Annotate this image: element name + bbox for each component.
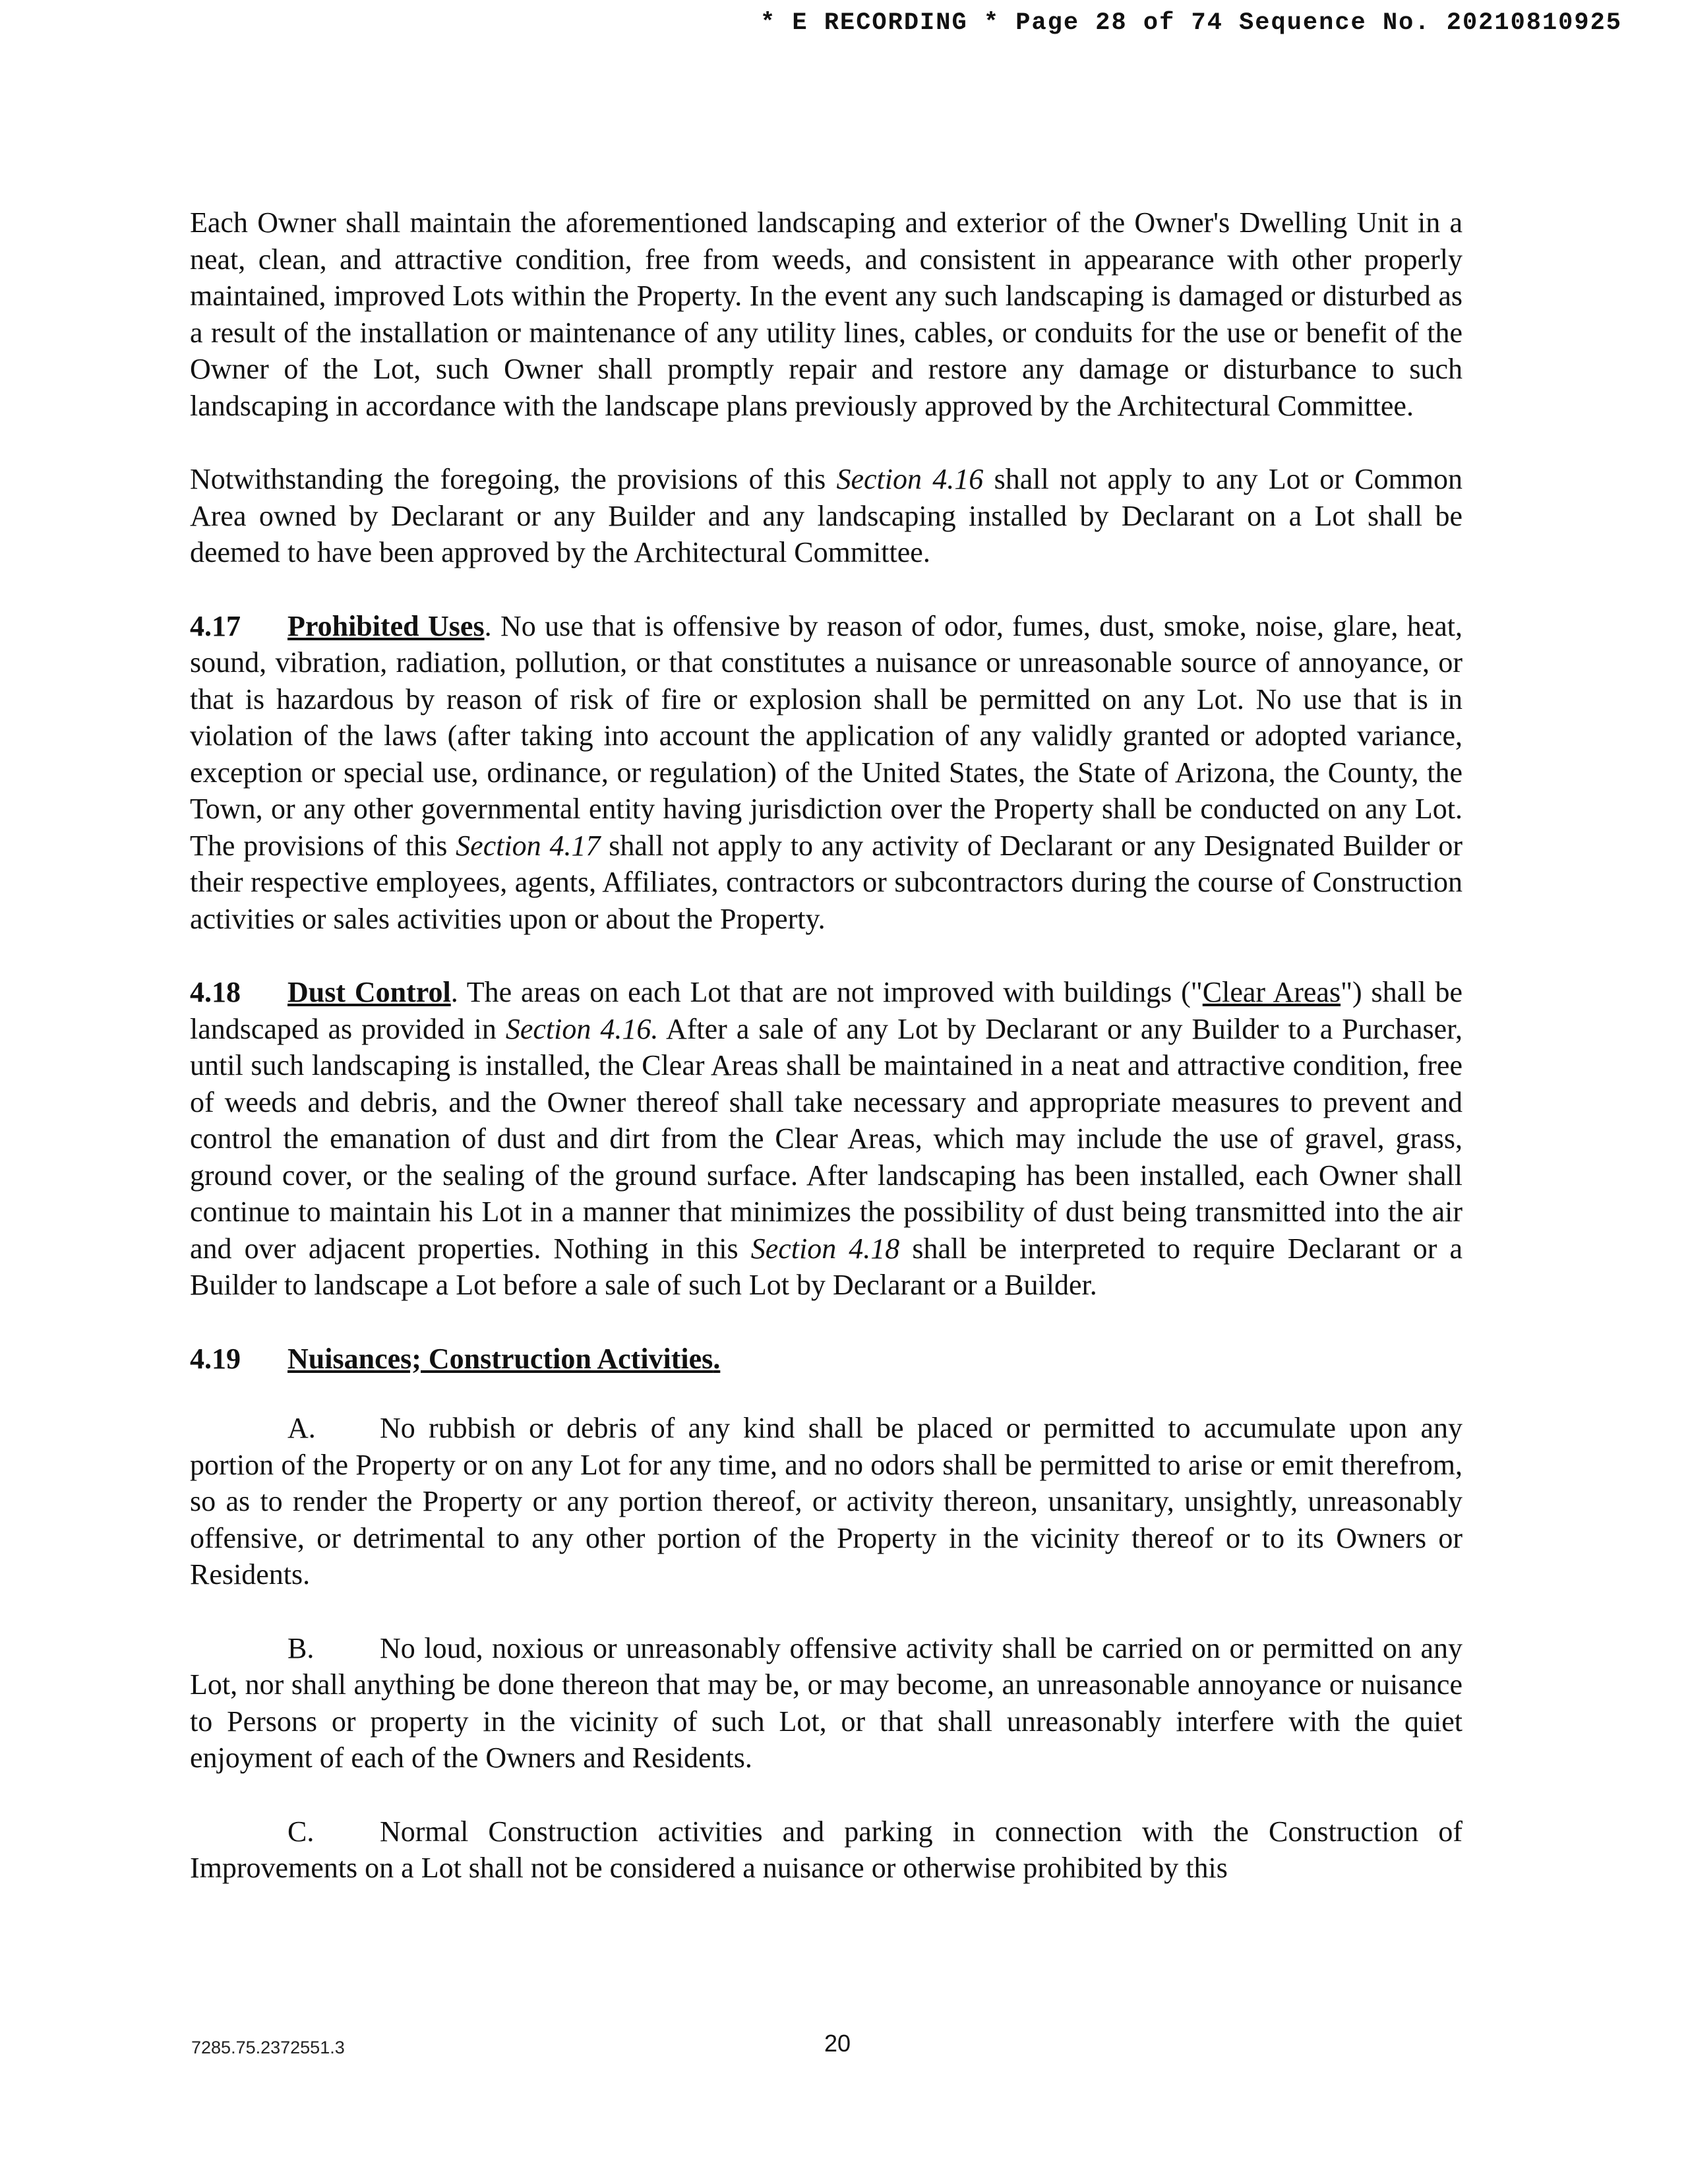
page-number: 20: [824, 2030, 851, 2057]
section-text: shall be interpreted to require Declarant or a Builder to landscape a Lot before a sale of such Lot by Declarant or a Builder.: [190, 1232, 1462, 1301]
section-text: . The areas on each Lot that are not improved with buildings (": [450, 976, 1203, 1008]
section-4-19-heading: [190, 1341, 1462, 1378]
section-4-17: [190, 608, 1462, 938]
landscaping-maintenance-paragraph: Each Owner shall maintain the aforementioned landscaping and exterior of the Owner's Dwelling Unit in a neat, clean, and attractive condition, free from weeds, and consistent in appearance with other properly maintained, improved Lots within the Property. In the event any such landscaping is damaged or disturbed as a result of the installation or maintenance of any utility lines, cables, or conduits for the use or benefit of the Owner of the Lot, such Owner shall promptly repair and restore any damage or disturbance to such landscaping in accordance with the landscape plans previously approved by the Architectural Committee.: [190, 206, 1462, 422]
section-reference: Section 4.16: [836, 463, 984, 495]
notwithstanding-text-end: shall not apply to any Lot or Common Area owned by Declarant or any Builder and any landscaping installed by Declarant on a Lot shall be deemed to have been approved by the Architectural Committee.: [190, 463, 1462, 568]
notwithstanding-paragraph: [190, 461, 1462, 571]
subsection-text: Normal Construction activities and parking in connection with the Construction of Improvements on a Lot shall not be considered a nuisance or otherwise prohibited by this: [190, 1815, 1462, 1884]
subsection-c: [190, 1813, 1462, 1887]
document-id: 7285.75.2372551.3: [191, 2038, 345, 2057]
defined-term: Clear Areas: [1202, 976, 1341, 1008]
section-title: Dust Control: [287, 976, 451, 1008]
subsection-a: [190, 1410, 1462, 1593]
subsection-letter: A.: [287, 1412, 316, 1444]
section-title: Nuisances; Construction Activities.: [287, 1342, 721, 1375]
section-text: . No use that is offensive by reason of odor, fumes, dust, smoke, noise, glare, heat, sound, vibration, radiation, pollution, or that constitutes a nuisance or unreasonable source of annoyance, or that is hazardous by reason of risk of fire or explosion shall be permitted on any Lot. No use that is in violation of the laws (after taking into account the application of any validly granted or adopted variance, exception or special use, ordinance, or regulation) of the United States, the State of Arizona, the County, the Town, or any other governmental entity having jurisdiction over the Property shall be conducted on any Lot. The provisions of this: [190, 609, 1462, 862]
section-reference: Section 4.17: [456, 829, 601, 862]
section-reference: Section 4.18: [750, 1232, 900, 1265]
section-number: 4.19: [190, 1342, 241, 1375]
section-number: 4.17: [190, 609, 241, 642]
section-text: After a sale of any Lot by Declarant or any Builder to a Purchaser, until such landscaping is installed, the Clear Areas shall be maintained in a neat and attractive condition, free of weeds and debris, and the Owner thereof shall take necessary and appropriate measures to prevent and control the emanation of dust and dirt from the Clear Areas, which may include the use of gravel, grass, ground cover, or the sealing of the ground surface. After landscaping has been installed, each Owner shall continue to maintain his Lot in a manner that minimizes the possibility of dust being transmitted into the air and over adjacent properties. Nothing in this: [190, 1012, 1463, 1265]
subsection-letter: C.: [287, 1815, 315, 1848]
notwithstanding-text-start: Notwithstanding the foregoing, the provisions of this: [190, 463, 837, 495]
document-body: [190, 204, 1462, 1924]
section-4-18: [190, 974, 1462, 1304]
subsection-b: [190, 1630, 1462, 1776]
section-text: ") shall be landscaped as provided in: [190, 976, 1462, 1045]
subsection-text: No loud, noxious or unreasonably offensive activity shall be carried on or permitted on any Lot, nor shall anything be done thereon that may be, or may become, an unreasonable annoyance or nuisance to Persons or property in the vicinity of such Lot, or that shall unreasonably interfere with the quiet enjoyment of each of the Owners and Residents.: [190, 1631, 1462, 1774]
recording-header: * E RECORDING * Page 28 of 74 Sequence No. 20210810925: [760, 9, 1622, 37]
section-reference: Section 4.16.: [505, 1012, 659, 1045]
subsection-text: No rubbish or debris of any kind shall be placed or permitted to accumulate upon any portion of the Property or on any Lot for any time, and no odors shall be permitted to arise or emit therefrom, so as to render the Property or any portion thereof, or activity thereon, unsanitary, unsightly, unreasonably offensive, or detrimental to any other portion of the Property in the vicinity thereof or to its Owners or Residents.: [190, 1412, 1462, 1591]
section-title: Prohibited Uses: [287, 609, 485, 642]
subsection-letter: B.: [287, 1631, 315, 1664]
section-text: shall not apply to any activity of Declarant or any Designated Builder or their respective employees, agents, Affiliates, contractors or subcontractors during the course of Construction activities or sales activities upon or about the Property.: [190, 829, 1463, 935]
section-number: 4.18: [190, 976, 241, 1008]
